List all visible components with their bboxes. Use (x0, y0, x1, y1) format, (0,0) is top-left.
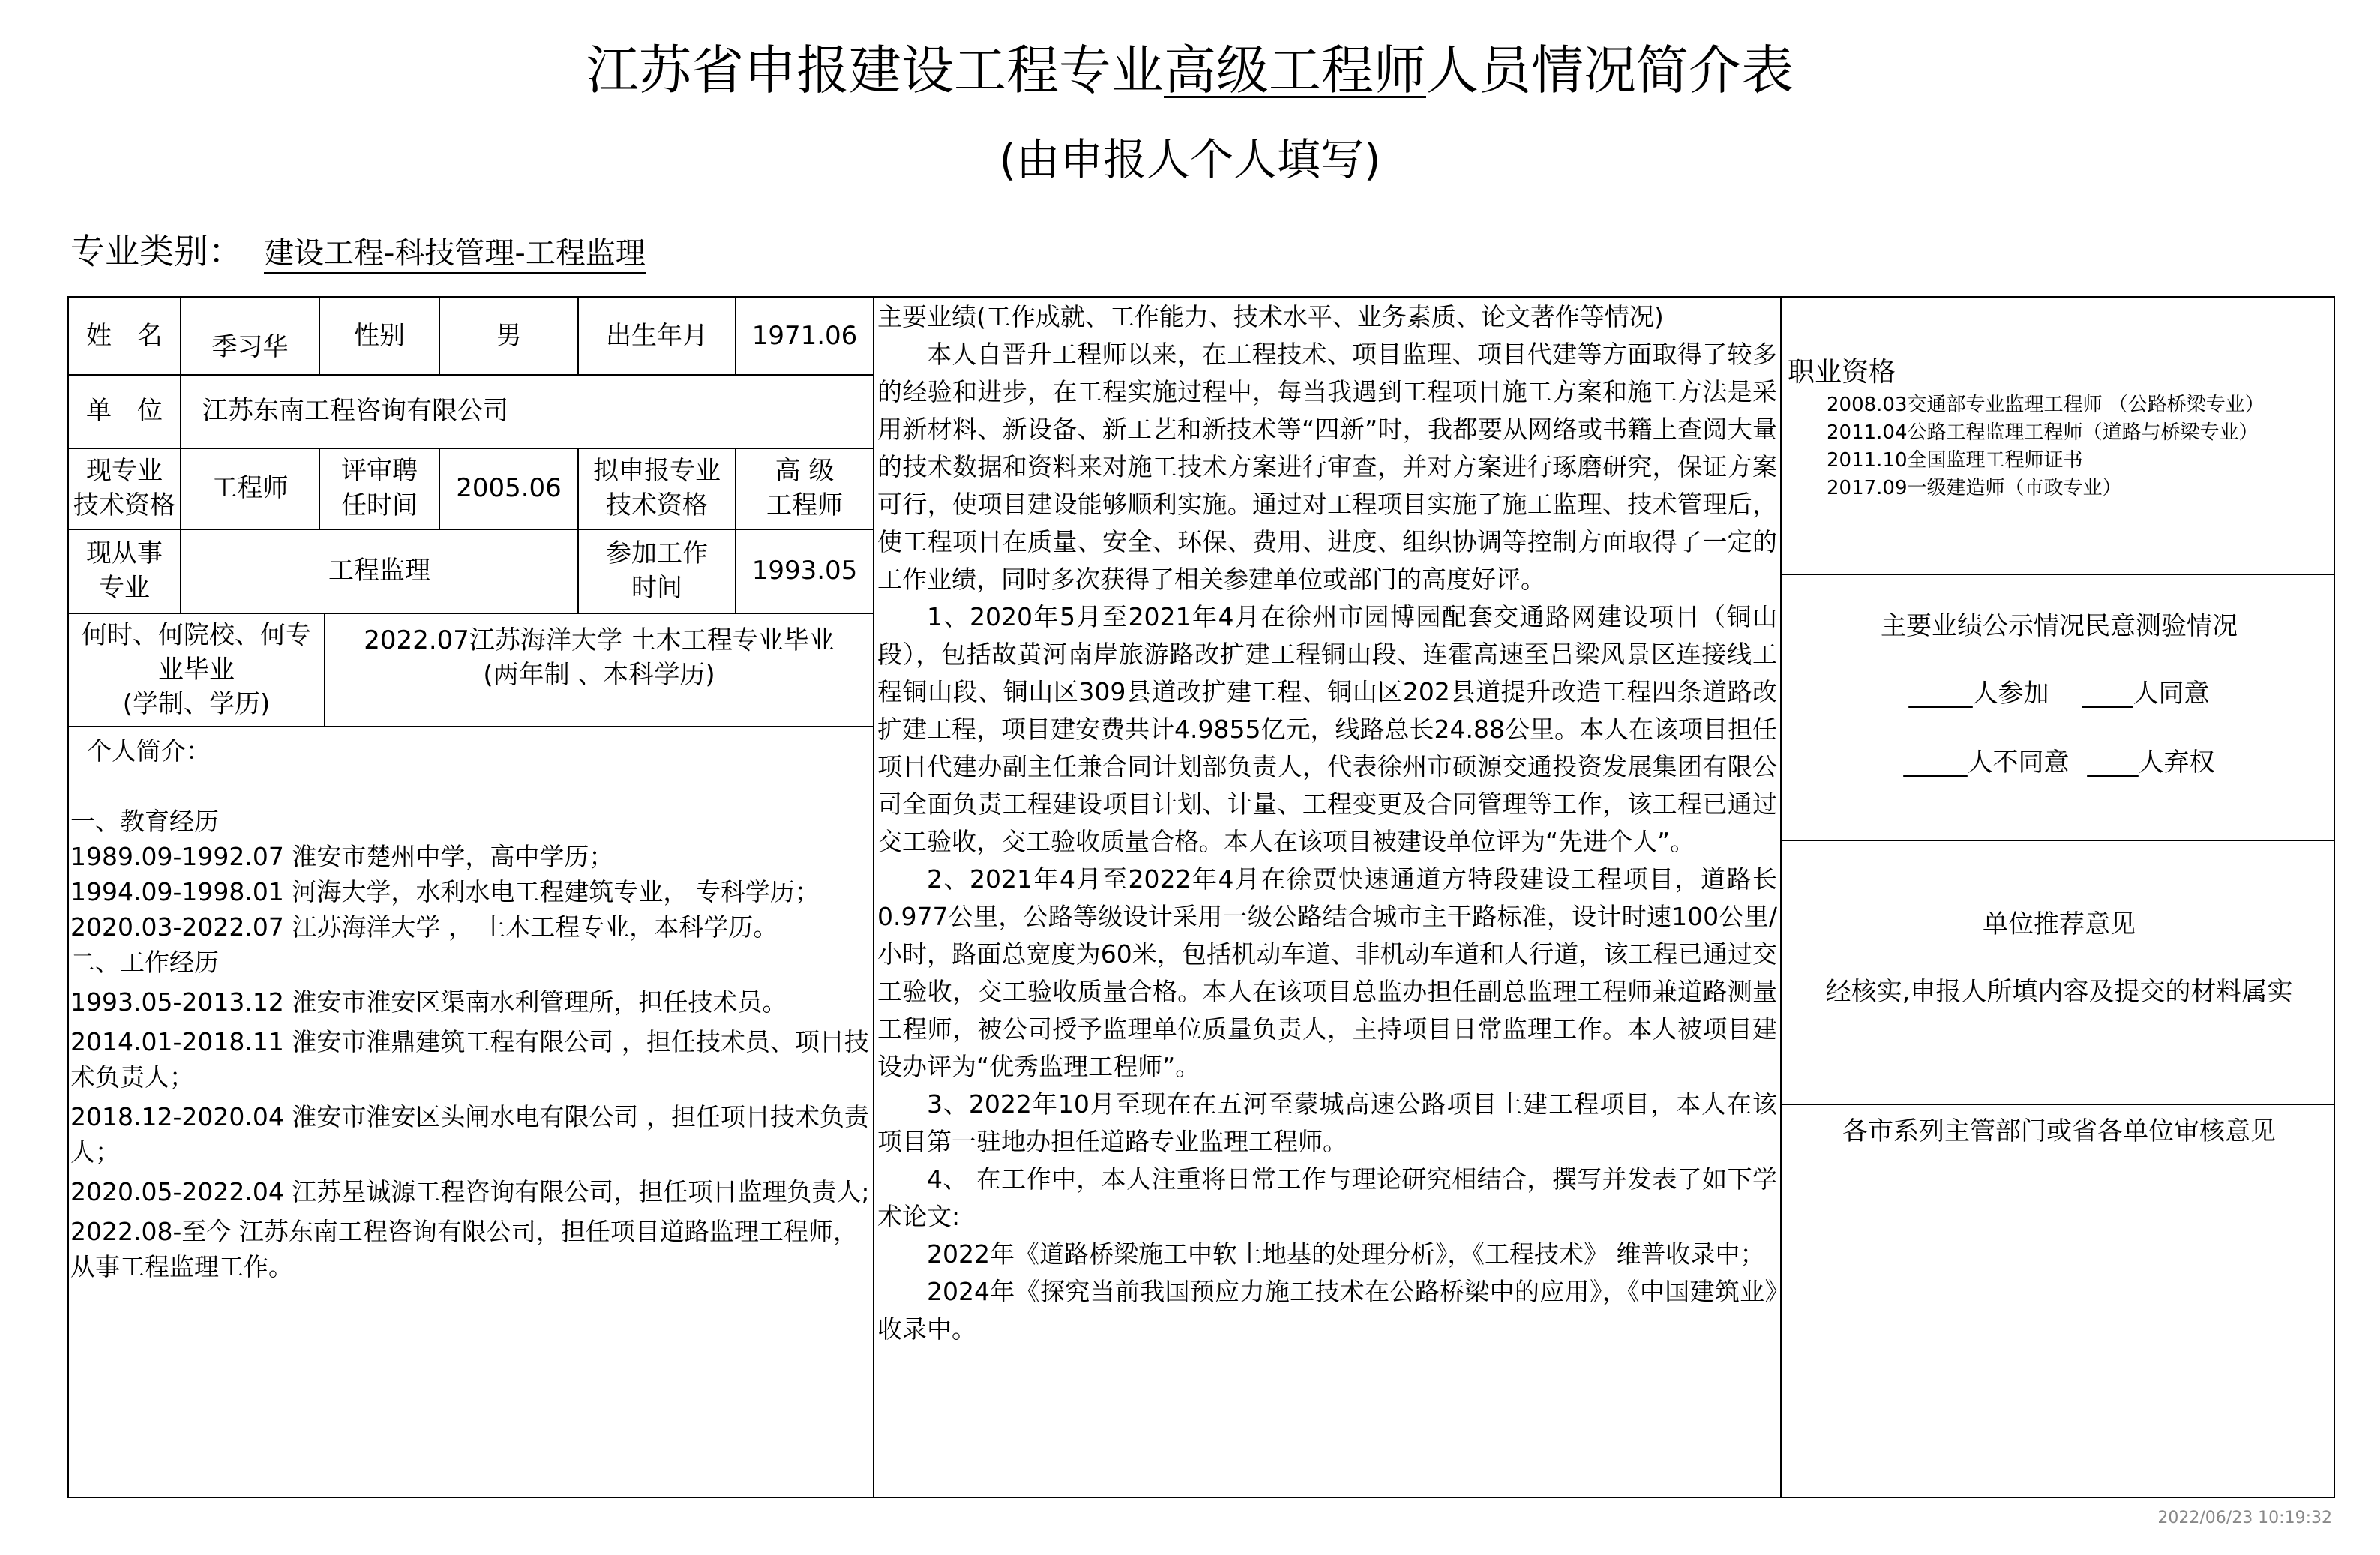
review-time-label: 评审聘 任时间 (341, 456, 418, 520)
page-subtitle: (由申报人个人填写) (999, 134, 1381, 185)
review-opinion (1782, 1113, 2337, 1150)
poll-row-2 (1782, 744, 2337, 781)
birth-value: 1971.06 (751, 321, 858, 351)
work-item: 2020.05-2022.04 江苏星诚源工程咨询有限公司，担任项目监理负责人; (70, 1177, 870, 1206)
work-item: 2014.01-2018.11 淮安市淮鼎建筑工程有限公司 ，担任技术员、项目技术负责人； (70, 1027, 869, 1092)
major-value: 工程监理 (328, 556, 430, 586)
divider (873, 296, 874, 1498)
title-underlined: 高级工程师 (1164, 40, 1426, 101)
qualification-item: 2011.10全国监理工程师证书 (1827, 449, 2083, 472)
name-value: 季习华 (211, 332, 289, 362)
personal-intro (70, 733, 871, 1284)
category-label: 专业类别： (70, 231, 243, 271)
performance-paragraph: 本人自晋升工程师以来，在工程技术、项目监理、项目代建等方面取得了较多的经验和进步，在工程实施过程中，每当我遇到工程项目施工方案和施工方法是采用新材料、新设备、新工艺和新技术等“四新”时，我都要从网络或书籍上查阅大量的技术数据和资料来对施工技术方案进行审查，并对方案进行琢磨研究，保证方案可行，使项目建设能够顺利实施。通过对工程项目实施了施工监理、技术管理后，使工程项目在质量、安全、环保、费用、进度、组织协调等控制方面取得了一定的工作业绩，同时多次获得了相关参建单位或部门的高度好评。 (877, 340, 1777, 594)
gender-label: 性别 (354, 321, 405, 351)
category-row (70, 225, 646, 280)
professional-qualifications (1788, 354, 2328, 502)
divider (1780, 840, 2335, 841)
poll-row-1 (1782, 675, 2337, 712)
current-qual-label: 现专业 技术资格 (73, 456, 175, 520)
divider (67, 726, 874, 727)
birth-label: 出生年月 (606, 321, 708, 351)
work-item: 1993.05-2013.12 淮安市淮安区渠南水利管理所，担任技术员。 (70, 987, 787, 1017)
recommendation-heading: 单位推荐意见 (1983, 909, 2136, 939)
education-item: 1989.09-1992.07 淮安市楚州中学，高中学历； (70, 842, 614, 871)
education-item: 2020.03-2022.07 江苏海洋大学 ， 土木工程专业，本科学历。 (70, 912, 778, 942)
poll-participate: _____人参加 (1908, 679, 2049, 709)
performance-paragraph: 1、2020年5月至2021年4月在徐州市园博园配套交通路网建设项目（铜山段），包括故黄河南岸旅游路改扩建工程铜山段、连霍高速至吕梁风景区连接线工程铜山段、铜山区309县道改扩建工程、铜山区202县道提升改造工程四条道路改扩建工程，项目建安费共计4.9855亿元，线路总长24.88公里。本人在该项目担任项目代建办副主任兼合同计划部负责人，代表徐州市硕源交通投资发展集团有限公司全面负责工程建设项目计划、计量、工程变更及合同管理等工作，该工程已通过交工验收，交工验收质量合格。本人在该项目被建设单位评为“先进个人”。 (877, 602, 1777, 856)
performance-paragraph: 2、2021年4月至2022年4月在徐贾快速通道方特段建设工程项目，道路长0.977公里，公路等级设计采用一级公路结合城市主干路标准，设计时速100公里/小时，路面总宽度为60米，包括机动车道、非机动车道和人行道，该工程已通过交工验收，交工验收质量合格。本人在该项目总监办担任副总监理工程师兼道路测量工程师，被公司授予监理单位质量负责人，主持项目日常监理工作。本人被项目建设办评为“优秀监理工程师”。 (877, 864, 1777, 1081)
performance-paragraph: 3、2022年10月至现在在五河至蒙城高速公路项目土建工程项目，本人在该项目第一驻地办担任道路专业监理工程师。 (877, 1089, 1777, 1156)
title-part-2: 人员情况简介表 (1426, 40, 1794, 101)
recommendation-text: 经核实,申报人所填内容及提交的材料属实 (1825, 977, 2293, 1007)
work-start-value: 1993.05 (751, 556, 858, 586)
poll-section (1782, 607, 2337, 781)
title-part-1: 江苏省申报建设工程专业 (586, 40, 1164, 101)
intro-heading: 个人简介： (87, 736, 211, 766)
apply-qual-value: 高 级 工程师 (766, 456, 843, 520)
timestamp: 2022/06/23 10:19:32 (2157, 1509, 2332, 1527)
performance-paragraph: 4、 在工作中，本人注重将日常工作与理论研究相结合，撰写并发表了如下学术论文: (877, 1164, 1777, 1231)
major-label: 现从事 专业 (86, 538, 163, 603)
qualification-item: 2017.09一级建造师（市政专业） (1827, 477, 2122, 499)
divider (1780, 1104, 2335, 1105)
poll-agree: ____人同意 (2082, 679, 2210, 709)
current-qual-value: 工程师 (211, 473, 289, 503)
work-item: 2018.12-2020.04 淮安市淮安区头闸水电有限公司 ，担任项目技术负责人； (70, 1102, 869, 1167)
paper-item: 2022年《道路桥梁施工中软土地基的处理分析》，《工程技术》 维普收录中； (927, 1239, 1765, 1269)
qualifications-heading: 职业资格 (1788, 357, 1896, 388)
education-item: 1994.09-1998.01 河海大学，水利水电工程建筑专业， 专科学历； (70, 877, 820, 906)
graduation-label: 何时、何院校、何专 业毕业 (学制、学历) (82, 619, 311, 719)
divider (1780, 296, 1782, 1498)
performance-heading: 主要业绩(工作成就、工作能力、技术水平、业务素质、论文著作等情况) (877, 302, 1664, 331)
review-time-value: 2005.06 (456, 473, 562, 503)
unit-recommendation (1782, 906, 2337, 1011)
paper-item: 2024年《探究当前我国预应力施工技术在公路桥梁中的应用》，《中国建筑业》收录中。 (877, 1277, 1777, 1344)
category-value: 建设工程-科技管理-工程监理 (264, 236, 646, 274)
qualification-item: 2011.04公路工程监理工程师（道路与桥梁专业） (1827, 421, 2259, 444)
unit-value: 江苏东南工程咨询有限公司 (202, 396, 508, 426)
poll-disagree: _____人不同意 (1903, 748, 2070, 778)
work-item: 2022.08-至今 江苏东南工程咨询有限公司，担任项目道路监理工程师，从事工程监理工作。 (70, 1217, 858, 1281)
education-heading: 一、教育经历 (70, 807, 219, 836)
qualification-item: 2008.03交通部专业监理工程师 （公路桥梁专业） (1827, 394, 2265, 416)
page-title (0, 33, 2380, 108)
apply-qual-label: 拟申报专业 技术资格 (593, 456, 721, 520)
work-start-label: 参加工作 时间 (606, 538, 708, 603)
divider (1780, 574, 2335, 575)
work-heading: 二、工作经历 (70, 948, 219, 977)
poll-heading: 主要业绩公示情况民意测验情况 (1881, 611, 2238, 641)
gender-value: 男 (496, 321, 522, 351)
main-performance (877, 298, 1777, 1348)
graduation-value: 2022.07江苏海洋大学 土木工程专业毕业 (两年制 、本科学历) (364, 625, 835, 690)
review-heading: 各市系列主管部门或省各单位审核意见 (1842, 1116, 2276, 1146)
unit-label: 单 位 (86, 396, 163, 426)
poll-abstain: ____人弃权 (2087, 748, 2215, 778)
name-label: 姓 名 (86, 321, 163, 351)
